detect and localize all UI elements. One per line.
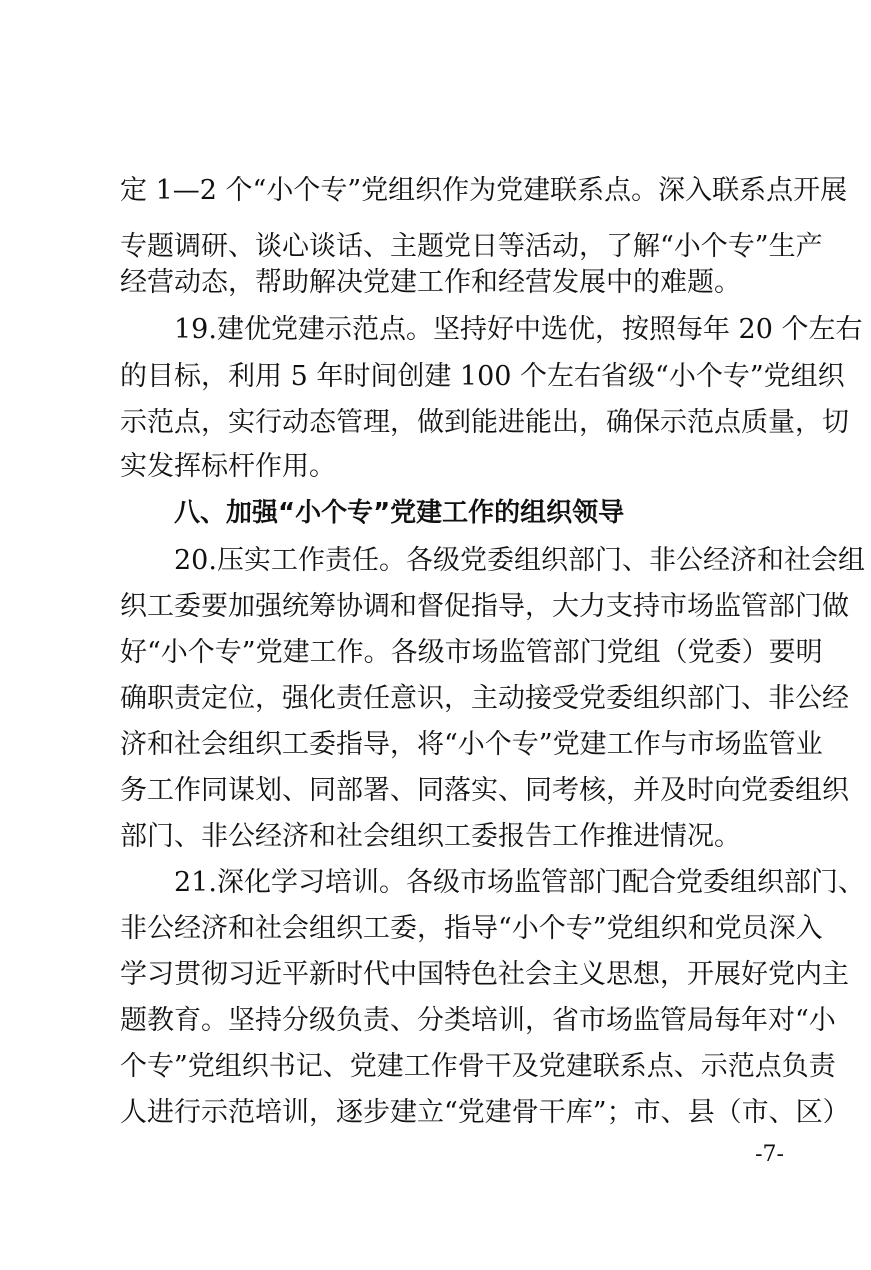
paragraph-line: 的目标，利用 5 年时间创建 100 个左右省级“小个专”党组织	[120, 361, 845, 392]
paragraph-line: 个专”党组织书记、党建工作骨干及党建联系点、示范点负责	[120, 1051, 836, 1082]
paragraph-line: 学习贯彻习近平新时代中国特色社会主义思想，开展好党内主	[120, 959, 849, 990]
paragraph-line: 织工委要加强统筹协调和督促指导，大力支持市场监管部门做	[120, 591, 849, 622]
paragraph-line: 务工作同谋划、同部署、同落实、同考核，并及时向党委组织	[120, 775, 849, 806]
paragraph-line: 经营动态，帮助解决党建工作和经营发展中的难题。	[120, 267, 741, 298]
paragraph-line: 专题调研、谈心谈话、主题党日等活动，了解“小个专”生产	[120, 231, 823, 262]
paragraph-line: 定 1—2 个“小个专”党组织作为党建联系点。深入联系点开展	[120, 175, 848, 206]
section-heading: 八、加强“小个专”党建工作的组织领导	[174, 498, 625, 528]
paragraph-line: 确职责定位，强化责任意识，主动接受党委组织部门、非公经	[120, 683, 849, 714]
paragraph-line: 19.建优党建示范点。坚持好中选优，按照每年 20 个左右	[174, 314, 863, 345]
paragraph-line: 实发挥标杆作用。	[120, 451, 336, 482]
paragraph-line: 题教育。坚持分级负责、分类培训，省市场监管局每年对“小	[120, 1005, 836, 1036]
paragraph-line: 人进行示范培训，逐步建立“党建骨干库”；市、县（市、区）	[120, 1097, 850, 1128]
paragraph-line: 20.压实工作责任。各级党委组织部门、非公经济和社会组	[174, 545, 865, 576]
paragraph-line: 示范点，实行动态管理，做到能进能出，确保示范点质量，切	[120, 407, 849, 438]
page-number: -7-	[755, 1142, 784, 1167]
paragraph-line: 21.深化学习培训。各级市场监管部门配合党委组织部门、	[174, 867, 865, 898]
paragraph-line: 非公经济和社会组织工委，指导“小个专”党组织和党员深入	[120, 913, 823, 944]
paragraph-line: 济和社会组织工委指导，将“小个专”党建工作与市场监管业	[120, 729, 823, 760]
paragraph-line: 部门、非公经济和社会组织工委报告工作推进情况。	[120, 821, 741, 852]
paragraph-line: 好“小个专”党建工作。各级市场监管部门党组（党委）要明	[120, 637, 823, 668]
